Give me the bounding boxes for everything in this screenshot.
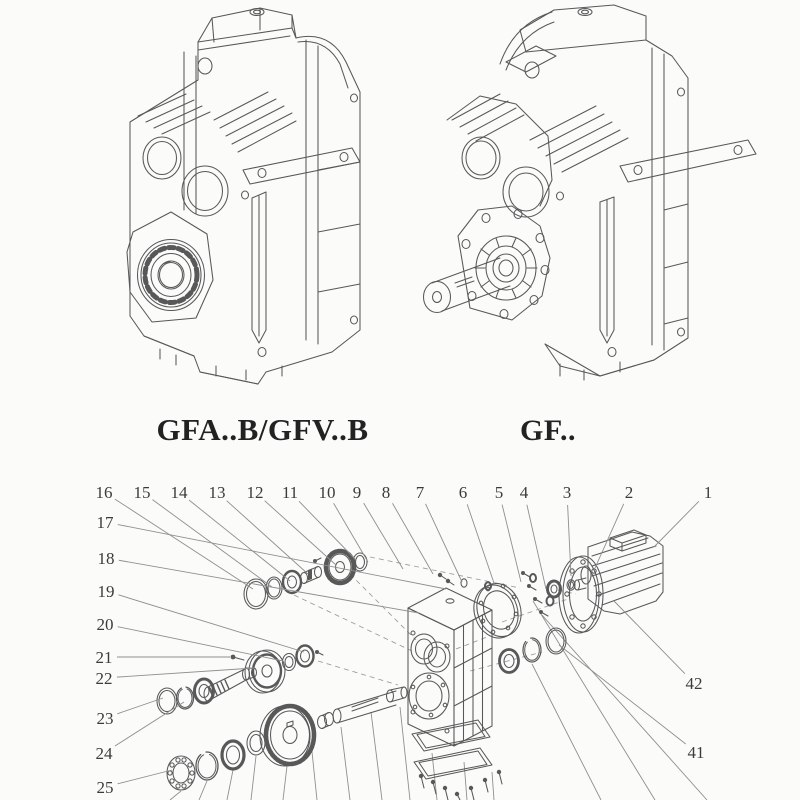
callout-3: 3: [562, 483, 572, 502]
callout-18: 18: [97, 549, 115, 568]
callout-41: 41: [687, 743, 705, 762]
callout-24: 24: [95, 744, 113, 763]
callout-25: 25: [96, 778, 114, 797]
callout-20: 20: [96, 615, 114, 634]
leader-line-6: [467, 504, 495, 586]
leader-line-16: [115, 499, 253, 589]
leader-line-8: [392, 503, 433, 574]
callout-1: 1: [703, 483, 713, 502]
leader-line-19: [118, 595, 304, 652]
gearbox-drawing-gf: [424, 5, 757, 380]
leader-line-9: [364, 503, 403, 569]
part-motor: [559, 530, 663, 633]
callout-10: 10: [318, 483, 336, 502]
leader-line-42: [614, 601, 685, 674]
leader-line-17: [118, 525, 446, 589]
leader-line-41: [559, 645, 686, 744]
callout-16: 16: [95, 483, 113, 502]
part-output-cover-flange: [467, 578, 528, 644]
callout-14: 14: [170, 483, 188, 502]
part-cover-bolts: [419, 770, 502, 800]
exploded-parts-diagram: [0, 470, 800, 800]
leader-line-23: [117, 698, 163, 714]
callout-6: 6: [458, 483, 468, 502]
leader-line-5: [502, 505, 521, 582]
callout-2: 2: [624, 483, 634, 502]
callout-layer: [96, 483, 713, 797]
leader-line-18: [119, 560, 419, 613]
callout-19: 19: [97, 582, 115, 601]
leader-line-25: [118, 770, 172, 784]
callout-12: 12: [246, 483, 264, 502]
callout-42: 42: [685, 674, 703, 693]
callout-17: 17: [96, 513, 114, 532]
callout-5: 5: [494, 483, 504, 502]
gearbox-drawing-gfab: [127, 8, 360, 384]
leader-line-20: [118, 627, 283, 661]
callout-13: 13: [208, 483, 226, 502]
callout-21: 21: [95, 648, 113, 667]
leader-line-11: [299, 501, 356, 560]
callout-9: 9: [352, 483, 362, 502]
callout-23: 23: [96, 709, 114, 728]
leader-line-24: [115, 702, 184, 746]
leader-line-1: [654, 501, 699, 547]
callout-11: 11: [281, 483, 299, 502]
callout-4: 4: [519, 483, 529, 502]
model-label-gf: GF..: [520, 414, 576, 447]
callout-15: 15: [133, 483, 151, 502]
leader-line-22: [117, 668, 254, 677]
callout-7: 7: [415, 483, 425, 502]
model-label-gfab: GFA..B/GFV..B: [156, 412, 369, 447]
callout-22: 22: [95, 669, 113, 688]
callout-8: 8: [381, 483, 391, 502]
part-gaskets: [412, 720, 492, 779]
cutoff-leader-lines: [170, 601, 707, 800]
